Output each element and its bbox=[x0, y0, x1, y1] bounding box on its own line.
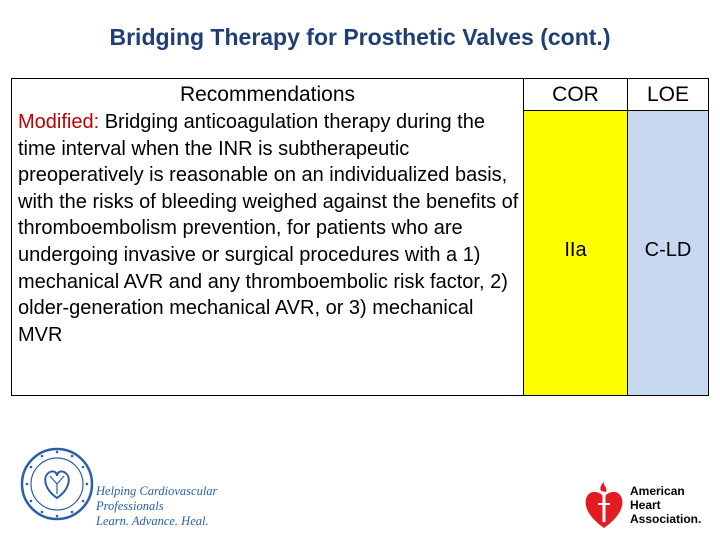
aha-name-line3: Association. bbox=[630, 512, 702, 526]
cor-header: COR bbox=[524, 79, 627, 111]
aha-name-line1: American bbox=[630, 484, 685, 498]
recommendation-text bbox=[18, 109, 519, 348]
acc-logo bbox=[16, 446, 286, 528]
recommendation-column bbox=[12, 79, 524, 395]
modified-label: Modified: bbox=[18, 111, 100, 133]
acc-tagline-line1: Helping Cardiovascular Professionals bbox=[96, 484, 218, 513]
loe-header: LOE bbox=[628, 79, 708, 111]
loe-column bbox=[628, 79, 708, 395]
cor-value: IIa bbox=[564, 239, 587, 261]
aha-name-line2: Heart bbox=[630, 498, 661, 512]
acc-tagline-line2: Learn. Advance. Heal. bbox=[96, 514, 209, 528]
recommendation-body: Bridging anticoagulation therapy during the time interval when the INR is subtherapeutic preoperatively is reasonable on an individualized basis, with the risks of bleeding weighed against the benefits of thromboembolism prevention, for patients who are undergoing invasive or surgical procedures with a 1) mechanical AVR and any thromboembolic risk factor, 2) older-generation mechanical AVR, or 3) mechanical MVR bbox=[18, 111, 519, 346]
recommendation-table bbox=[11, 78, 709, 396]
slide-title: Bridging Therapy for Prosthetic Valves (cont.) bbox=[109, 24, 611, 50]
heart-torch-icon bbox=[582, 482, 626, 532]
acc-tagline bbox=[96, 484, 286, 529]
loe-value: C-LD bbox=[644, 239, 692, 261]
recommendations-header: Recommendations bbox=[179, 83, 356, 106]
aha-name bbox=[630, 484, 701, 526]
acc-seal-icon bbox=[20, 446, 94, 522]
cor-column bbox=[524, 79, 628, 395]
aha-logo bbox=[582, 482, 710, 532]
